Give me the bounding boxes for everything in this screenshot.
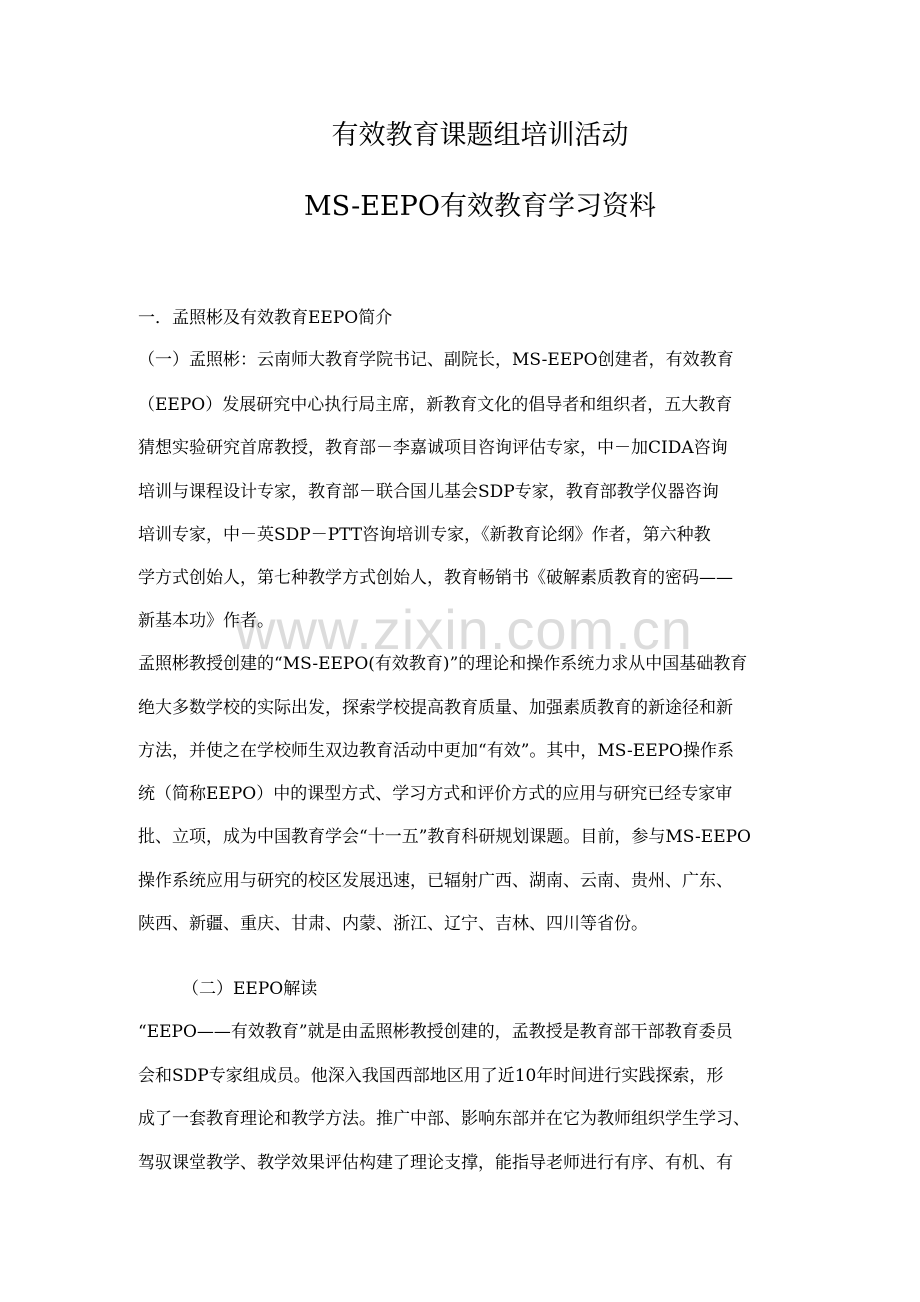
document-title: 有效教育课题组培训活动: [331, 120, 629, 151]
paragraph-line: 方法，并使之在学校师生双边教育活动中更加“有效”。其中，MS-EEPO操作系: [138, 741, 734, 761]
paragraph-line: （EEPO）发展研究中心执行局主席，新教育文化的倡导者和组织者，五大教育: [138, 395, 733, 415]
paragraph-line: 培训专家，中－英SDP－PTT咨询培训专家，《新教育论纲》作者，第六种教: [138, 525, 711, 545]
paragraph-line: 学方式创始人，第七种教学方式创始人，教育畅销书《破解素质教育的密码——: [138, 568, 733, 588]
paragraph-line: “EEPO——有效教育”就是由孟照彬教授创建的，孟教授是教育部干部教育委员: [138, 1022, 733, 1042]
paragraph-line: 批、立项，成为中国教育学会“十一五”教育科研规划课题。目前，参与MS-EEPO: [138, 827, 751, 847]
document-subtitle: MS-EEPO有效教育学习资料: [304, 191, 656, 222]
paragraph-line: （一）孟照彬：云南师大教育学院书记、副院长，MS-EEPO创建者，有效教育: [138, 350, 734, 370]
paragraph-line: 驾驭课堂教学、教学效果评估构建了理论支撑，能指导老师进行有序、有机、有: [138, 1153, 733, 1173]
paragraph-line: 成了一套教育理论和教学方法。推广中部、影响东部并在它为教师组织学生学习、: [138, 1109, 750, 1129]
section-heading: 一．孟照彬及有效教育EEPO简介: [138, 308, 393, 328]
paragraph-line: 孟照彬教授创建的“MS-EEPO(有效教育)”的理论和操作系统力求从中国基础教育: [138, 654, 748, 674]
paragraph-line: 统（简称EEPO）中的课型方式、学习方式和评价方式的应用与研究已经专家审: [138, 784, 733, 804]
paragraph-line: 绝大多数学校的实际出发，探索学校提高教育质量、加强素质教育的新途径和新: [138, 698, 733, 718]
paragraph-line: 新基本功》作者。: [138, 611, 274, 631]
paragraph-line: 操作系统应用与研究的校区发展迅速，已辐射广西、湖南、云南、贵州、广东、: [138, 871, 733, 891]
paragraph-line: 会和SDP专家组成员。他深入我国西部地区用了近10年时间进行实践探索，形: [138, 1066, 724, 1086]
watermark: www.zixin.com.cn: [235, 598, 693, 661]
subsection-heading: （二）EEPO解读: [182, 979, 318, 999]
paragraph-line: 培训与课程设计专家，教育部－联合国儿基会SDP专家，教育部教学仪器咨询: [138, 482, 719, 502]
paragraph-line: 陕西、新疆、重庆、甘肃、内蒙、浙江、辽宁、吉林、四川等省份。: [138, 914, 648, 934]
paragraph-line: 猜想实验研究首席教授，教育部－李嘉诚项目咨询评估专家，中－加CIDA咨询: [138, 438, 728, 458]
